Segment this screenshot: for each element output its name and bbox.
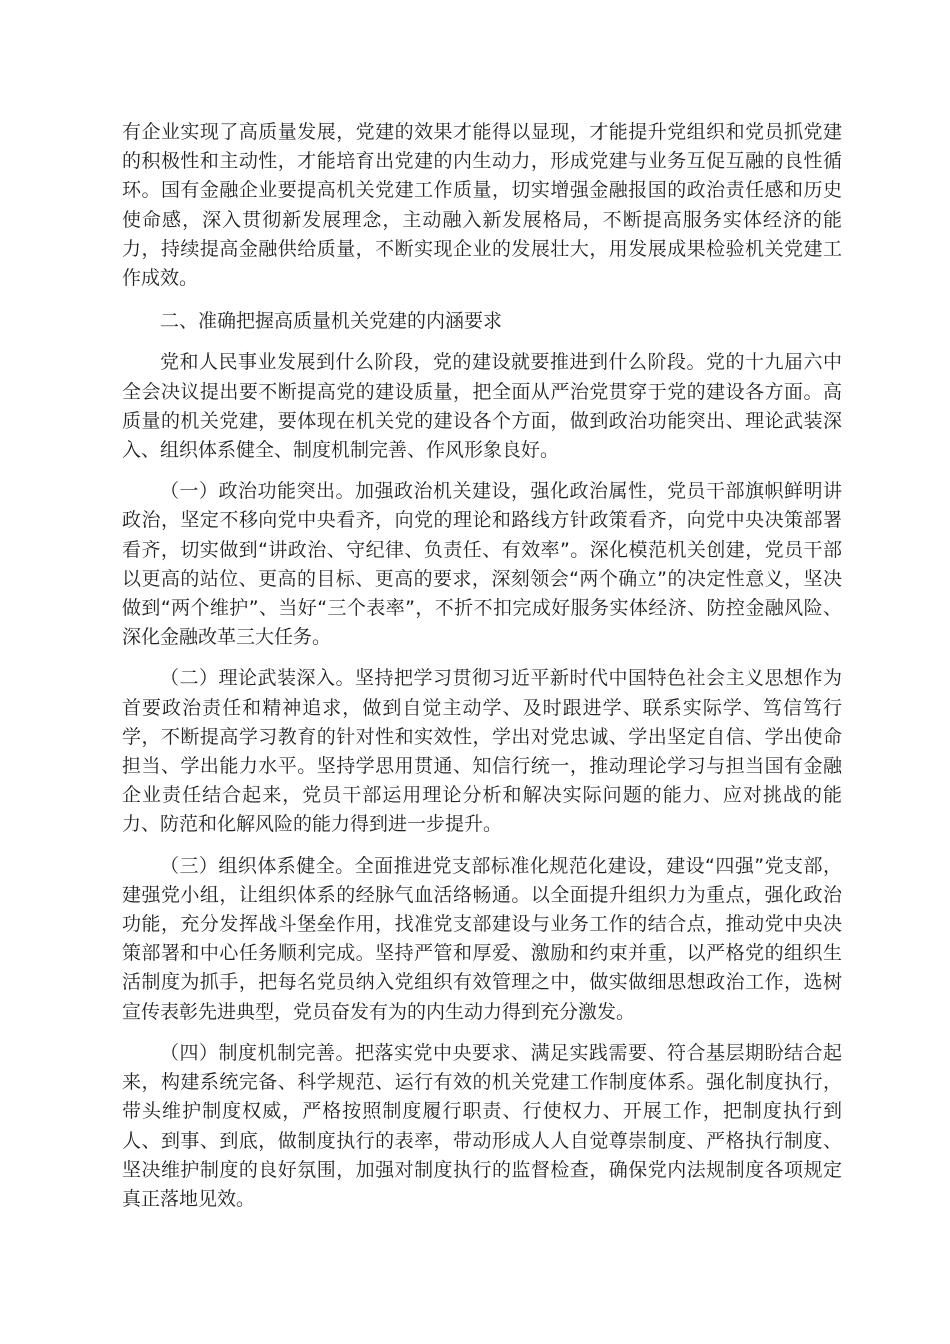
paragraph-section-intro: 党和人民事业发展到什么阶段，党的建设就要推进到什么阶段。党的十九届六中全会决议提出要不断提高党的建设质量，把全面从严治党贯穿于党的建设各方面。高质量的机关党建，要体现在机关党的建设各个方面，做到政治功能突出、理论武装深入、组织体系健全、制度机制完善、作风形象良好。 [122,351,842,462]
paragraph-intro-continuation: 有企业实现了高质量发展，党建的效果才能得以显现，才能提升党组织和党员抓党建的积极性和主动性，才能培育出党建的内生动力，形成党建与业务互促互融的良性循环。国有金融企业要提高机关党建工作质量，切实增强金融报国的政治责任感和历史使命感，深入贯彻新发展理念，主动融入新发展格局，不断提高服务实体经济的能力，持续提高金融供给质量，不断实现企业的发展壮大，用发展成果检验机关党建工作成效。 [122,121,842,290]
paragraph-point-2: （二）理论武装深入。坚持把学习贯彻习近平新时代中国特色社会主义思想作为首要政治责任和精神追求，做到自觉主动学、及时跟进学、联系实际学、笃信笃行学，不断提高学习教育的针对性和实效性，学出对党忠诚、学出坚定自信、学出使命担当、学出能力水平。坚持学思用贯通、知信行统一，推动理论学习与担当国有金融企业责任结合起来，党员干部运用理论分析和解决实际问题的能力、应对挑战的能力、防范和化解风险的能力得到进一步提升。 [122,667,842,836]
document-page [122,118,842,1214]
paragraph-point-1: （一）政治功能突出。加强政治机关建设，强化政治属性，党员干部旗帜鲜明讲政治，坚定不移向党中央看齐，向党的理论和路线方针政策看齐，向党中央决策部署看齐，切实做到“讲政治、守纪律、负责任、有效率”。深化模范机关创建，党员干部以更高的站位、更高的目标、更高的要求，深刻领会“两个确立”的决定性意义，坚决做到“两个维护”、当好“三个表率”，不折不扣完成好服务实体经济、防控金融风险、深化金融改革三大任务。 [122,480,842,649]
paragraph-point-3: （三）组织体系健全。全面推进党支部标准化规范化建设，建设“四强”党支部，建强党小组，让组织体系的经脉气血活络畅通。以全面提升组织力为重点，强化政治功能，充分发挥战斗堡垒作用，找准党支部建设与业务工作的结合点，推动党中央决策部署和中心任务顺利完成。坚持严管和厚爱、激励和约束并重，以严格党的组织生活制度为抓手，把每名党员纳入党组织有效管理之中，做实做细思想政治工作，选树宣传表彰先进典型，党员奋发有为的内生动力得到充分激发。 [122,854,842,1023]
section-heading: 二、准确把握高质量机关党建的内涵要求 [160,310,503,333]
paragraph-point-4: （四）制度机制完善。把落实党中央要求、满足实践需要、符合基层期盼结合起来，构建系统完备、科学规范、运行有效的机关党建工作制度体系。强化制度执行，带头维护制度权威，严格按照制度履行职责、行使权力、开展工作，把制度执行到人、到事、到底，做制度执行的表率，带动形成人人自觉尊崇制度、严格执行制度、坚决维护制度的良好氛围，加强对制度执行的监督检查，确保党内法规制度各项规定真正落地见效。 [122,1041,842,1210]
